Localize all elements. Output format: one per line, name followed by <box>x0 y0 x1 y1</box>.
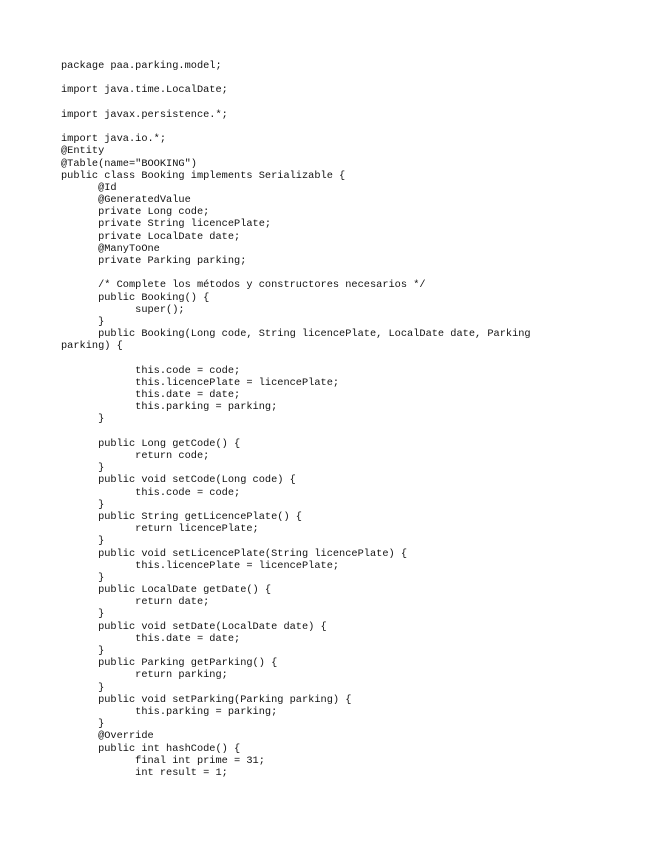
code-line: return licencePlate; <box>61 523 259 536</box>
code-line: public Long getCode() { <box>61 437 241 450</box>
code-line <box>61 97 641 109</box>
code-line: } <box>61 315 105 328</box>
code-line: this.licencePlate = licencePlate; <box>61 559 340 572</box>
code-line: parking) { <box>61 340 123 353</box>
code-line: } <box>61 571 105 584</box>
code-line: this.licencePlate = licencePlate; <box>61 376 340 389</box>
code-line: @ManyToOne <box>61 242 160 255</box>
code-line: public void setCode(Long code) { <box>61 474 296 487</box>
code-line: int result = 1; <box>61 766 228 779</box>
code-line: public int hashCode() { <box>61 742 241 755</box>
code-line: private String licencePlate; <box>61 218 272 231</box>
code-line: public void setLicencePlate(String licencePlate) { <box>61 547 408 560</box>
code-line: private LocalDate date; <box>61 230 241 243</box>
code-line: this.code = code; <box>61 364 241 377</box>
code-line: @Table(name="BOOKING") <box>61 157 197 170</box>
code-line: public Booking() { <box>61 291 210 304</box>
code-line: public String getLicencePlate() { <box>61 510 302 523</box>
code-line: return parking; <box>61 669 228 682</box>
code-line <box>61 72 641 84</box>
code-line: import java.time.LocalDate; <box>61 84 228 97</box>
code-line: } <box>61 462 105 475</box>
code-line: } <box>61 645 105 657</box>
code-line <box>61 353 641 365</box>
code-line: } <box>61 535 105 548</box>
code-listing <box>61 60 641 779</box>
code-line: public class Booking implements Serializable { <box>61 169 346 182</box>
code-line: private Parking parking; <box>61 255 247 267</box>
code-line <box>61 267 641 279</box>
code-line: @GeneratedValue <box>61 194 191 207</box>
code-line: this.parking = parking; <box>61 705 278 718</box>
code-line: return code; <box>61 450 210 462</box>
code-line: private Long code; <box>61 206 210 219</box>
code-line: } <box>61 498 105 511</box>
code-line: } <box>61 608 105 621</box>
code-line: } <box>61 413 105 426</box>
code-line <box>61 121 641 133</box>
code-line: } <box>61 718 105 731</box>
code-line: this.date = date; <box>61 632 241 645</box>
code-line: super(); <box>61 303 185 316</box>
code-line: @Override <box>61 730 154 743</box>
code-line: this.date = date; <box>61 389 241 402</box>
code-line: package paa.parking.model; <box>61 60 222 72</box>
code-line: import javax.persistence.*; <box>61 108 228 121</box>
code-line: this.code = code; <box>61 486 241 499</box>
code-line <box>61 426 641 438</box>
code-line: final int prime = 31; <box>61 754 265 767</box>
code-line: return date; <box>61 596 210 609</box>
code-line: /* Complete los métodos y constructores necesarios */ <box>61 279 426 292</box>
code-line: @Entity <box>61 145 105 158</box>
code-line: public LocalDate getDate() { <box>61 584 272 597</box>
code-line: public Parking getParking() { <box>61 657 278 670</box>
code-line: @Id <box>61 181 117 194</box>
code-line: import java.io.*; <box>61 133 167 146</box>
code-line: } <box>61 681 105 694</box>
code-line: this.parking = parking; <box>61 401 278 414</box>
code-line: public void setDate(LocalDate date) { <box>61 620 327 633</box>
code-line: public void setParking(Parking parking) { <box>61 693 352 706</box>
code-line: public Booking(Long code, String licencePlate, LocalDate date, Parking <box>61 328 531 341</box>
